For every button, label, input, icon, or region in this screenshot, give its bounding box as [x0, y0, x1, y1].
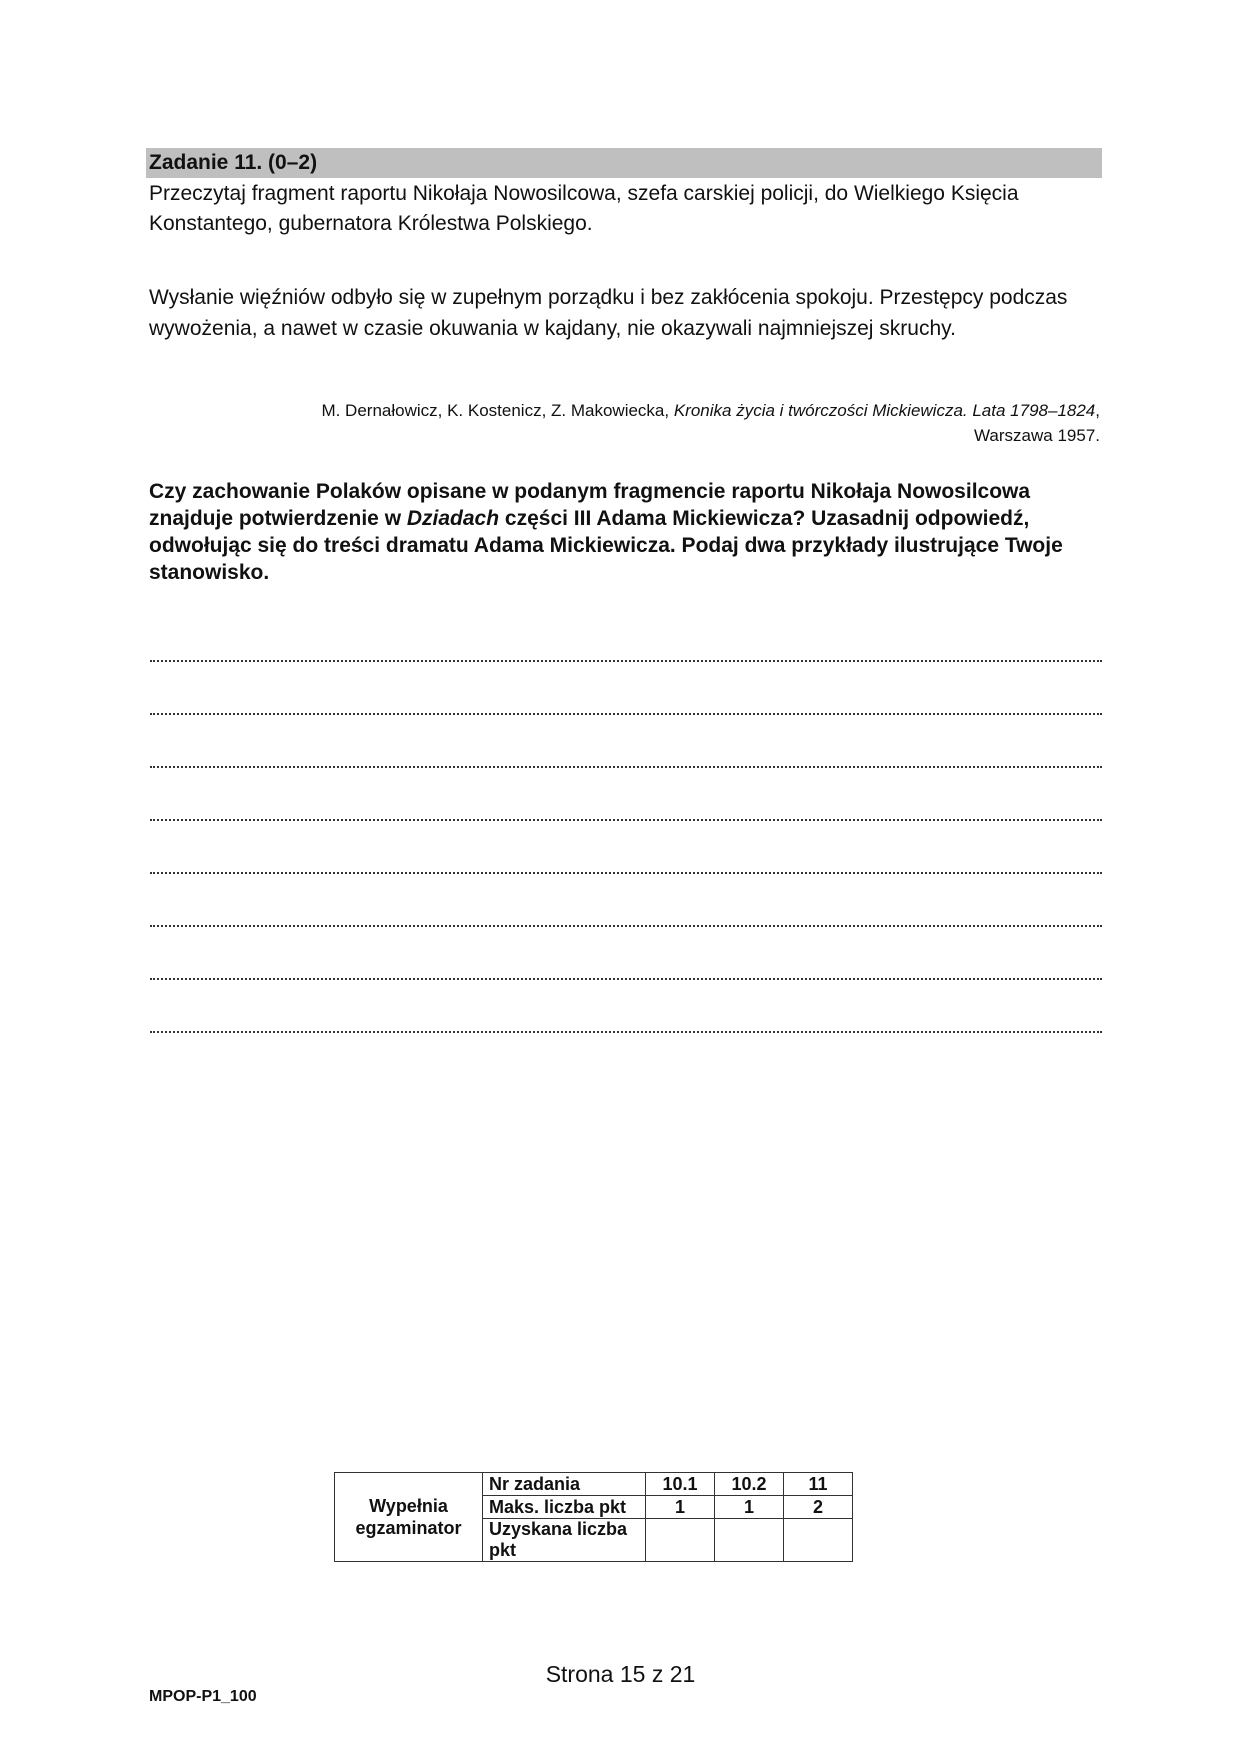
row-max-label: Maks. liczba pkt	[483, 1496, 646, 1519]
row-obtained-label: Uzyskana liczba pkt	[483, 1519, 646, 1562]
question-work-title: Dziadach	[406, 507, 500, 530]
task-question	[149, 478, 1109, 586]
answer-line[interactable]	[150, 821, 1102, 874]
citation-place-year: Warszawa 1957.	[974, 426, 1100, 445]
answer-line[interactable]	[150, 640, 1102, 662]
question-part-2: części III Adama Mickiewicza? Uzasadnij odpowiedź, odwołując się do treści dramatu Adama Mickiewicza. Podaj dwa przykłady ilustrujące Twoje stanowisko.	[149, 507, 1063, 584]
answer-line[interactable]	[150, 927, 1102, 980]
task-number-cell: 11	[784, 1473, 853, 1496]
task-number-cell: 10.1	[646, 1473, 715, 1496]
answer-line[interactable]	[150, 980, 1102, 1033]
citation-separator: ,	[1095, 401, 1100, 420]
document-code: MPOP-P1_100	[149, 1688, 257, 1705]
obtained-points-cell[interactable]	[715, 1519, 784, 1562]
citation-authors: M. Dernałowicz, K. Kostenicz, Z. Makowiecka,	[321, 401, 670, 420]
examiner-label: Wypełnia egzaminator	[335, 1473, 483, 1562]
answer-line[interactable]	[150, 768, 1102, 821]
answer-line[interactable]	[150, 715, 1102, 768]
source-quote: Wysłanie więźniów odbyło się w zupełnym porządku i bez zakłócenia spokoju. Przestępcy podczas wywożenia, a nawet w czasie okuwania w kajdany, nie okazywali najmniejszej skruchy.	[149, 286, 1068, 340]
row-task-label: Nr zadania	[483, 1473, 646, 1496]
task-number-cell: 10.2	[715, 1473, 784, 1496]
examiner-score-table	[334, 1472, 853, 1562]
task-intro: Przeczytaj fragment raportu Nikołaja Nowosilcowa, szefa carskiej policji, do Wielkiego Księcia Konstantego, gubernatora Królestwa Polskiego.	[149, 182, 1019, 235]
citation-book-title: Kronika życia i twórczości Mickiewicza. Lata 1798–1824	[673, 401, 1096, 420]
answer-line[interactable]	[150, 662, 1102, 715]
page-number: Strona 15 z 21	[545, 1661, 696, 1687]
max-points-cell: 1	[646, 1496, 715, 1519]
obtained-points-cell[interactable]	[784, 1519, 853, 1562]
answer-line[interactable]	[150, 874, 1102, 927]
max-points-cell: 1	[715, 1496, 784, 1519]
max-points-cell: 2	[784, 1496, 853, 1519]
answer-area[interactable]	[150, 640, 1102, 1033]
question-part-1: Czy zachowanie Polaków opisane w podanym fragmencie raportu Nikołaja Nowosilcowa znajduje potwierdzenie w	[149, 480, 1031, 530]
task-title: Zadanie 11. (0–2)	[149, 151, 318, 174]
obtained-points-cell[interactable]	[646, 1519, 715, 1562]
source-citation	[220, 398, 1100, 448]
